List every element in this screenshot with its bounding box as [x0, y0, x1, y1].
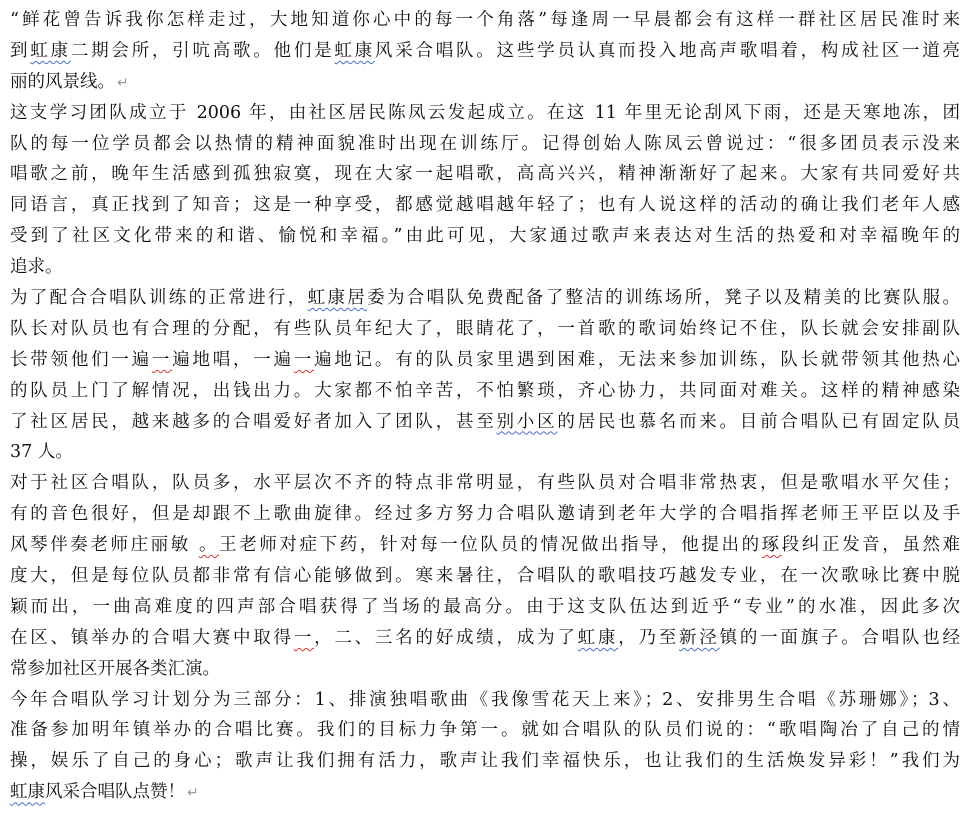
spelling-underline: 一: [293, 627, 315, 648]
text-line: [10, 376, 960, 407]
text-line: [10, 499, 960, 530]
text-line: [10, 623, 960, 654]
text-segment: 受到了社区文化带来的和谐、愉悦和幸福。”由此可见，大家通过歌声来表达对生活的热爱和对幸福晚年的: [10, 226, 960, 247]
paragraph: [10, 98, 960, 283]
text-line: [10, 530, 960, 561]
text-segment: 37 人。: [10, 442, 73, 463]
text-segment: ，二、三名的好成绩，成为了: [314, 627, 578, 648]
text-line: [10, 159, 960, 190]
text-line: [10, 437, 960, 468]
text-line: [10, 715, 960, 746]
text-segment: 同语言，真正找到了知音；这是一种享受，都感觉越唱越年轻了；也有人说这样的活动的确让我们老年人感: [10, 195, 960, 216]
text-segment: 对于社区合唱队，队员多，水平层次不齐的特点非常明显，有些队员对合唱非常热衷，但是歌唱水平欠佳；: [10, 473, 960, 494]
text-line: [10, 654, 960, 685]
text-line: [10, 252, 960, 283]
text-segment: 度大，但是每位队员都非常有信心能够做到。寒来暑往，合唱队的歌唱技巧越发专业，在一次歌咏比赛中脱: [10, 566, 960, 587]
document-body[interactable]: [10, 5, 960, 808]
text-segment: 的居民也慕名而来。目前合唱队已有固定队员: [557, 411, 960, 432]
text-segment: 了社区居民，越来越多的合唱爱好者加入了团队，甚至: [10, 411, 497, 432]
text-line: [10, 592, 960, 623]
text-line: [10, 190, 960, 221]
text-segment: 风采合唱队点赞！: [45, 782, 185, 803]
text-segment: “鲜花曾告诉我你怎样走过，大地知道你心中的每一个角落”每逢周一早晨都会有这样一群社区居民准时来: [10, 10, 960, 30]
text-segment: 遍地记。有的队员家里遇到困难，无法来参加训练，队长就带领其他热心: [314, 349, 960, 370]
grammar-underline: 新泾: [679, 627, 720, 648]
paragraph-mark-icon: ↵: [187, 785, 199, 802]
grammar-underline: 虹康: [334, 40, 375, 61]
text-line: [10, 36, 960, 67]
text-line: [10, 5, 960, 36]
text-line: [10, 345, 960, 376]
grammar-underline: 虹康: [10, 782, 45, 803]
text-segment: 丽的风景线。: [10, 71, 115, 92]
text-line: [10, 129, 960, 160]
text-segment: 风琴伴奏老师庄丽敏: [10, 535, 200, 556]
text-line: [10, 561, 960, 592]
text-line: [10, 221, 960, 252]
text-segment: 在区、镇举办的合唱大赛中取得: [10, 627, 294, 648]
text-line: [10, 407, 960, 438]
text-segment: ，乃至: [618, 627, 680, 648]
text-segment: 颖而出，一曲高难度的四声部合唱获得了当场的最高分。由于这支队伍达到近乎“专业”的水准，因此多次: [10, 596, 960, 617]
paragraph: [10, 283, 960, 468]
text-segment: 常参加社区开展各类汇演。: [10, 658, 220, 679]
grammar-underline: 虹康: [30, 40, 71, 61]
text-segment: 二期会所，引吭高歌。他们是: [70, 40, 335, 61]
text-segment: 队长对队员也有合理的分配，有些队员年纪大了，眼睛花了，一首歌的歌词始终记不住，队长就会安排副队: [10, 318, 960, 339]
text-line: [10, 685, 960, 716]
spelling-underline: 一: [151, 349, 173, 370]
text-line: [10, 283, 960, 314]
paragraph: [10, 685, 960, 809]
spelling-underline: 琢: [761, 535, 782, 556]
text-segment: 委为合唱队免费配备了整洁的训练场所，凳子以及精美的比赛队服。: [367, 288, 960, 309]
text-line: [10, 746, 960, 777]
text-line: [10, 314, 960, 345]
text-segment: 段纠正发音，虽然难: [781, 535, 960, 556]
text-line: [10, 67, 960, 98]
text-segment: 有的音色很好，但是却跟不上歌曲旋律。经过多方努力合唱队邀请到老年大学的合唱指挥老师王平臣以及手: [10, 504, 960, 525]
paragraph: [10, 468, 960, 684]
text-segment: 的队员上门了解情况，出钱出力。大家都不怕辛苦，不怕繁琐，齐心协力，共同面对难关。这样的精神感染: [10, 380, 960, 401]
grammar-underline: 别小区: [496, 411, 558, 432]
text-line: [10, 468, 960, 499]
text-segment: 为了配合合唱队训练的正常进行，: [10, 288, 308, 309]
paragraph-mark-icon: ↵: [117, 74, 129, 91]
text-segment: 到: [10, 40, 31, 61]
spelling-underline: 。: [199, 535, 220, 556]
text-line: [10, 98, 960, 129]
text-segment: 准备参加明年镇举办的合唱比赛。我们的目标力争第一。就如合唱队的队员们说的：“歌唱陶冶了自己的情: [10, 720, 960, 741]
text-segment: 队的每一位学员都会以热情的精神面貌准时出现在训练厅。记得创始人陈凤云曾说过：“很多团员表示没来: [10, 133, 960, 154]
text-segment: 追求。: [10, 257, 63, 278]
text-segment: 唱歌之前，晚年生活感到孤独寂寞，现在大家一起唱歌，高高兴兴，精神渐渐好了起来。大家有共同爱好共: [10, 164, 960, 185]
paragraph: [10, 5, 960, 98]
text-line: [10, 777, 960, 808]
grammar-underline: 虹康居: [307, 288, 368, 309]
text-segment: 操，娱乐了自己的身心；歌声让我们拥有活力，歌声让我们幸福快乐，也让我们的生活焕发异彩！”我们为: [10, 751, 960, 772]
text-segment: 遍地唱，一遍: [172, 349, 294, 370]
text-segment: 这支学习团队成立于 2006 年，由社区居民陈凤云发起成立。在这 11 年里无论刮风下雨，还是天寒地冻，团: [10, 102, 960, 123]
grammar-underline: 虹康: [577, 627, 619, 648]
text-segment: 今年合唱队学习计划分为三部分：1、排演独唱歌曲《我像雪花天上来》；2、安排男生合唱《苏珊娜》；3、: [10, 689, 960, 710]
text-segment: 王老师对症下药，针对每一位队员的情况做出指导，他提出的: [219, 535, 762, 556]
text-segment: 长带领他们一遍: [10, 349, 152, 370]
text-segment: 风采合唱队。这些学员认真而投入地高声歌唱着，构成社区一道亮: [374, 40, 960, 61]
text-segment: 镇的一面旗子。合唱队也经: [719, 627, 960, 648]
spelling-underline: 一: [293, 349, 315, 370]
